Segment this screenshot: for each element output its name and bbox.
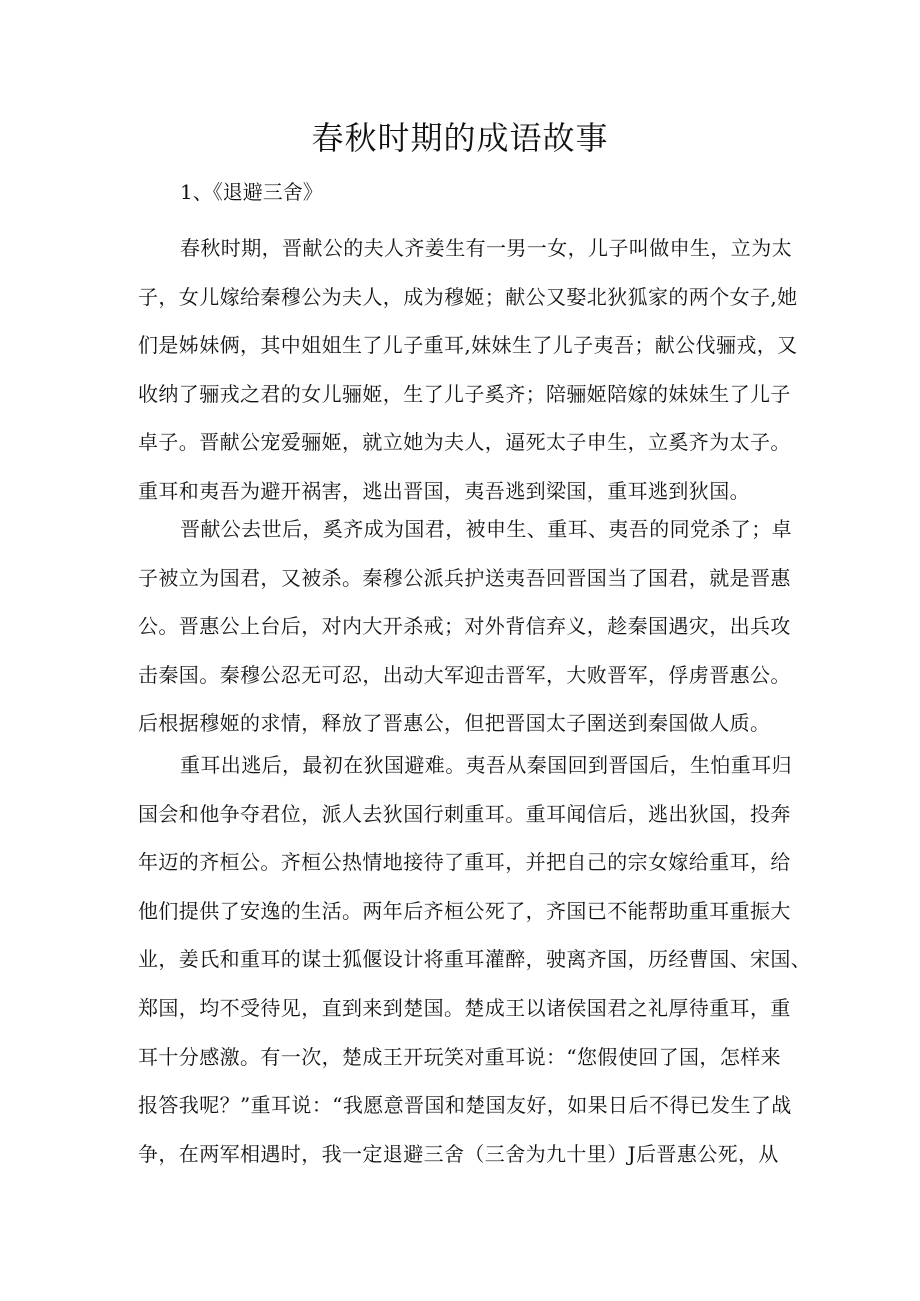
paragraph-3: [138, 741, 812, 1178]
paragraph-line: 耳十分感激。有一次，楚成王开玩笑对重耳说：“您假使回了国，怎样来: [138, 1044, 782, 1069]
paragraph-line: 子被立为国君，又被杀。秦穆公派兵护送夷吾回晋国当了国君，就是晋惠: [138, 565, 791, 590]
paragraph-line: 们是姊妹俩，其中姐姐生了儿子重耳,妹妹生了儿子夷吾；献公伐骊戎，又: [138, 333, 798, 358]
paragraph-line: 击秦国。秦穆公忍无可忍，出动大军迎击晋军，大败晋军，俘虏晋惠公。: [138, 662, 791, 687]
paragraph-line: 国会和他争夺君位，派人去狄国行刺重耳。重耳闻信后，逃出狄国，投奔: [138, 801, 791, 826]
paragraph-line: 郑国，均不受待见，直到来到楚国。楚成王以诸侯国君之礼厚待重耳，重: [138, 995, 791, 1020]
paragraph-line: 后根据穆姬的求情，释放了晋惠公，但把晋国太子圉送到秦国做人质。: [138, 711, 771, 736]
paragraph-line: 重耳和夷吾为避开祸害，逃出晋国，夷吾逃到梁国，重耳逃到狄国。: [138, 478, 750, 503]
paragraph-line: 公。晋惠公上台后，对内大开杀戒；对外背信弃义，趁秦国遇灾，出兵攻: [138, 614, 791, 639]
paragraph-line: 卓子。晋献公宠爱骊姬，就立她为夫人，逼死太子申生，立奚齐为太子。: [138, 430, 791, 455]
page-title: 春秋时期的成语故事: [311, 119, 609, 157]
paragraph-line: 他们提供了安逸的生活。两年后齐桓公死了，齐国已不能帮助重耳重振大: [138, 898, 791, 923]
paragraph-line: 重耳出逃后，最初在狄国避难。夷吾从秦国回到晋国后，生怕重耳归: [180, 753, 792, 777]
paragraph-line: 收纳了骊戎之君的女儿骊姬，生了儿子奚齐；陪骊姬陪嫁的妹妹生了儿子: [138, 381, 791, 406]
paragraph-line: 业，姜氏和重耳的谋士狐偃设计将重耳灌醉，驶离齐国，历经曹国、宋国、: [138, 947, 812, 972]
paragraph-line: 争，在两军相遇时，我一定退避三舍（三舍为九十里）J后晋惠公死，从: [138, 1141, 779, 1166]
section-heading: 1、《退避三舍》: [180, 180, 323, 204]
paragraph-line: 报答我呢？”重耳说：“我愿意晋国和楚国友好，如果日后不得已发生了战: [138, 1093, 792, 1118]
paragraph-line: 晋献公去世后，奚齐成为国君，被申生、重耳、夷吾的同党杀了；卓: [180, 517, 792, 541]
paragraph-line: 春秋时期，晋献公的夫人齐姜生有一男一女，儿子叫做申生，立为太: [180, 236, 792, 260]
paragraph-1: [138, 224, 798, 516]
paragraph-line: 年迈的齐桓公。齐桓公热情地接待了重耳，并把自己的宗女嫁给重耳，给: [138, 850, 791, 875]
paragraph-2: [138, 505, 798, 748]
paragraph-line: 子，女儿嫁给秦穆公为夫人，成为穆姬；献公又娶北狄狐家的两个女子,她: [138, 284, 798, 309]
